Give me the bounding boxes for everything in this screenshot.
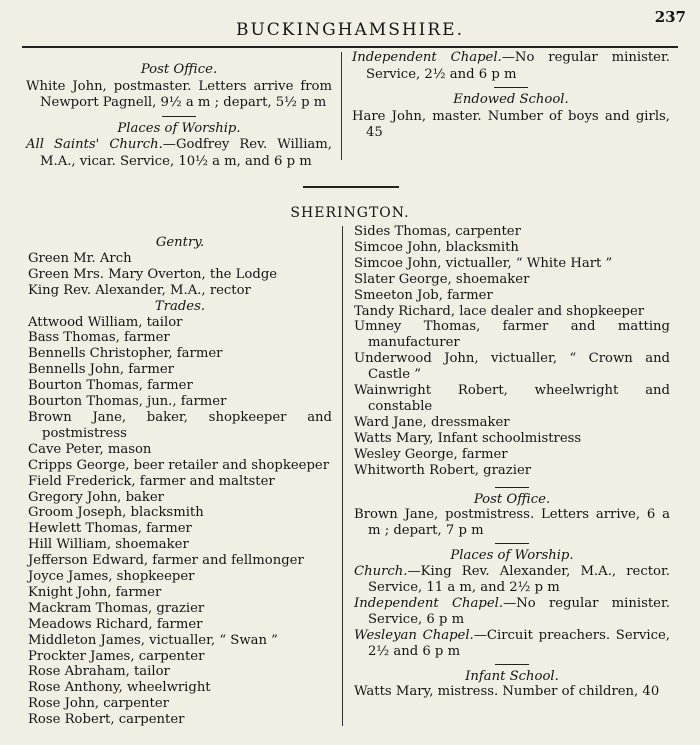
chapel-entry [352,50,670,83]
top-right-block [352,50,670,142]
worship-entry [354,628,670,660]
worship-place-label: Church. [354,564,408,580]
trade-entry: Jefferson Edward, farmer and fellmonger [28,553,304,569]
trade-entry: Groom Joseph, blacksmith [28,505,204,521]
worship-heading: Places of Worship. [117,120,241,136]
worship-entry [354,564,670,596]
top-left-block [26,62,332,171]
header-rule [22,46,678,48]
gentry-entry: Green Mr. Arch [28,250,132,266]
worship-place-text: —King Rev. Alexander, M.A., rector. Service, 11 a m, and 2½ p m [368,564,670,596]
left-column [28,235,332,728]
worship-place-label: Wesleyan Chapel. [354,627,474,643]
worship-place-label: Independent Chapel. [354,595,504,611]
worship-heading: Places of Worship. [450,548,574,564]
trade-entry: Wainwright Robert, wheelwright and constable [354,383,670,414]
trade-entry: Bass Thomas, farmer [28,330,170,346]
trade-entry: Cripps George, beer retailer and shopkeeper [28,457,330,473]
page-header-title: BUCKINGHAMSHIRE. [235,20,464,40]
infant-school-heading: Infant School. [465,668,559,684]
trade-entry: Hill William, shoemaker [28,537,189,553]
trade-entry: Simcoe John, victualler, “ White Hart ” [354,255,613,271]
trade-entry: Rose Robert, carpenter [28,712,185,728]
column-divider-top [341,52,342,160]
post-office-text: White John, postmaster. Letters arrive from Newport Pagnell, 9½ a m ; depart, 5½ p m [26,78,332,111]
page-number: 237 [654,8,686,26]
trade-entry: Gregory John, baker [28,489,164,505]
post-office-heading: Post Office. [140,62,218,77]
trade-entry: Watts Mary, Infant schoolmistress [354,430,582,446]
divider [494,87,528,88]
right-trades-list [354,224,670,479]
trade-entry: Slater George, shoemaker [354,271,530,287]
post-office-text: Brown Jane, postmistress. Letters arrive, 6 a m ; depart, 7 p m [354,507,670,539]
trade-entry: Smeeton Job, farmer [354,287,493,303]
trade-entry: Field Frederick, farmer and maltster [28,473,275,489]
endowed-school-heading: Endowed School. [453,92,569,108]
chapel-label: Independent Chapel. [352,50,502,65]
divider [495,664,529,665]
trade-entry: Prockter James, carpenter [28,648,205,664]
trade-entry: Wesley George, farmer [354,446,508,462]
trade-entry: Cave Peter, mason [28,441,152,457]
trade-entry: Simcoe John, blacksmith [354,239,519,255]
trade-entry: Sides Thomas, carpenter [354,224,521,239]
worship-entry [354,596,670,628]
trade-entry: Bennells John, farmer [28,362,174,378]
trade-entry: Underwood John, victualler, “ Crown and Castle ” [354,351,670,383]
chapel-text: —No regular minister. Service, 2½ and 6 p m [366,50,670,82]
trade-entry: Bourton Thomas, farmer [28,378,193,394]
trade-entry: Rose John, carpenter [28,696,169,712]
trade-entry: Bennells Christopher, farmer [28,346,223,362]
right-column [354,224,670,700]
trade-entry: Whitworth Robert, grazier [354,462,532,478]
left-trades-list [28,315,332,729]
trade-entry: Meadows Richard, farmer [28,616,203,632]
worship-list [354,564,670,659]
trade-entry: Hewlett Thomas, farmer [28,521,192,537]
trade-entry: Attwood William, tailor [28,314,183,330]
church-label: All Saints' Church. [26,137,163,153]
gentry-heading: Gentry. [155,235,205,250]
church-text: —Godfrey Rev. William, M.A., vicar. Service, 10½ a m, and 6 p m [40,137,332,169]
section-title: SHERINGTON. [290,205,410,221]
trade-entry: Mackram Thomas, grazier [28,600,205,616]
worship-place-text: —No regular minister. Service, 6 p m [368,595,670,627]
trade-entry: Rose Anthony, wheelwright [28,680,211,696]
divider [495,543,529,544]
gentry-entry: King Rev. Alexander, M.A., rector [28,282,251,298]
section-rule [303,186,399,188]
worship-place-text: —Circuit preachers. Service, 2½ and 6 p m [368,627,670,659]
trade-entry: Middleton James, victualler, “ Swan ” [28,632,278,648]
trade-entry: Brown Jane, baker, shopkeeper and postmistress [28,409,332,441]
trade-entry: Knight John, farmer [28,584,162,600]
divider [162,116,196,117]
trade-entry: Tandy Richard, lace dealer and shopkeeper [354,303,645,319]
infant-school-text: Watts Mary, mistress. Number of children, 40 [354,684,660,700]
endowed-school-text: Hare John, master. Number of boys and girls, 45 [352,108,670,141]
post-office-heading: Post Office. [473,491,551,507]
trade-entry: Ward Jane, dressmaker [354,414,510,430]
gentry-entry: Green Mrs. Mary Overton, the Lodge [28,266,278,282]
column-divider-main [342,226,343,726]
trade-entry: Rose Abraham, tailor [28,664,170,680]
trades-heading: Trades. [154,298,206,314]
trade-entry: Joyce James, shopkeeper [28,569,195,585]
divider [495,487,529,488]
worship-entry [26,137,332,170]
trade-entry: Umney Thomas, farmer and matting manufacturer [354,319,670,351]
trade-entry: Bourton Thomas, jun., farmer [28,394,227,410]
gentry-list [28,251,332,299]
